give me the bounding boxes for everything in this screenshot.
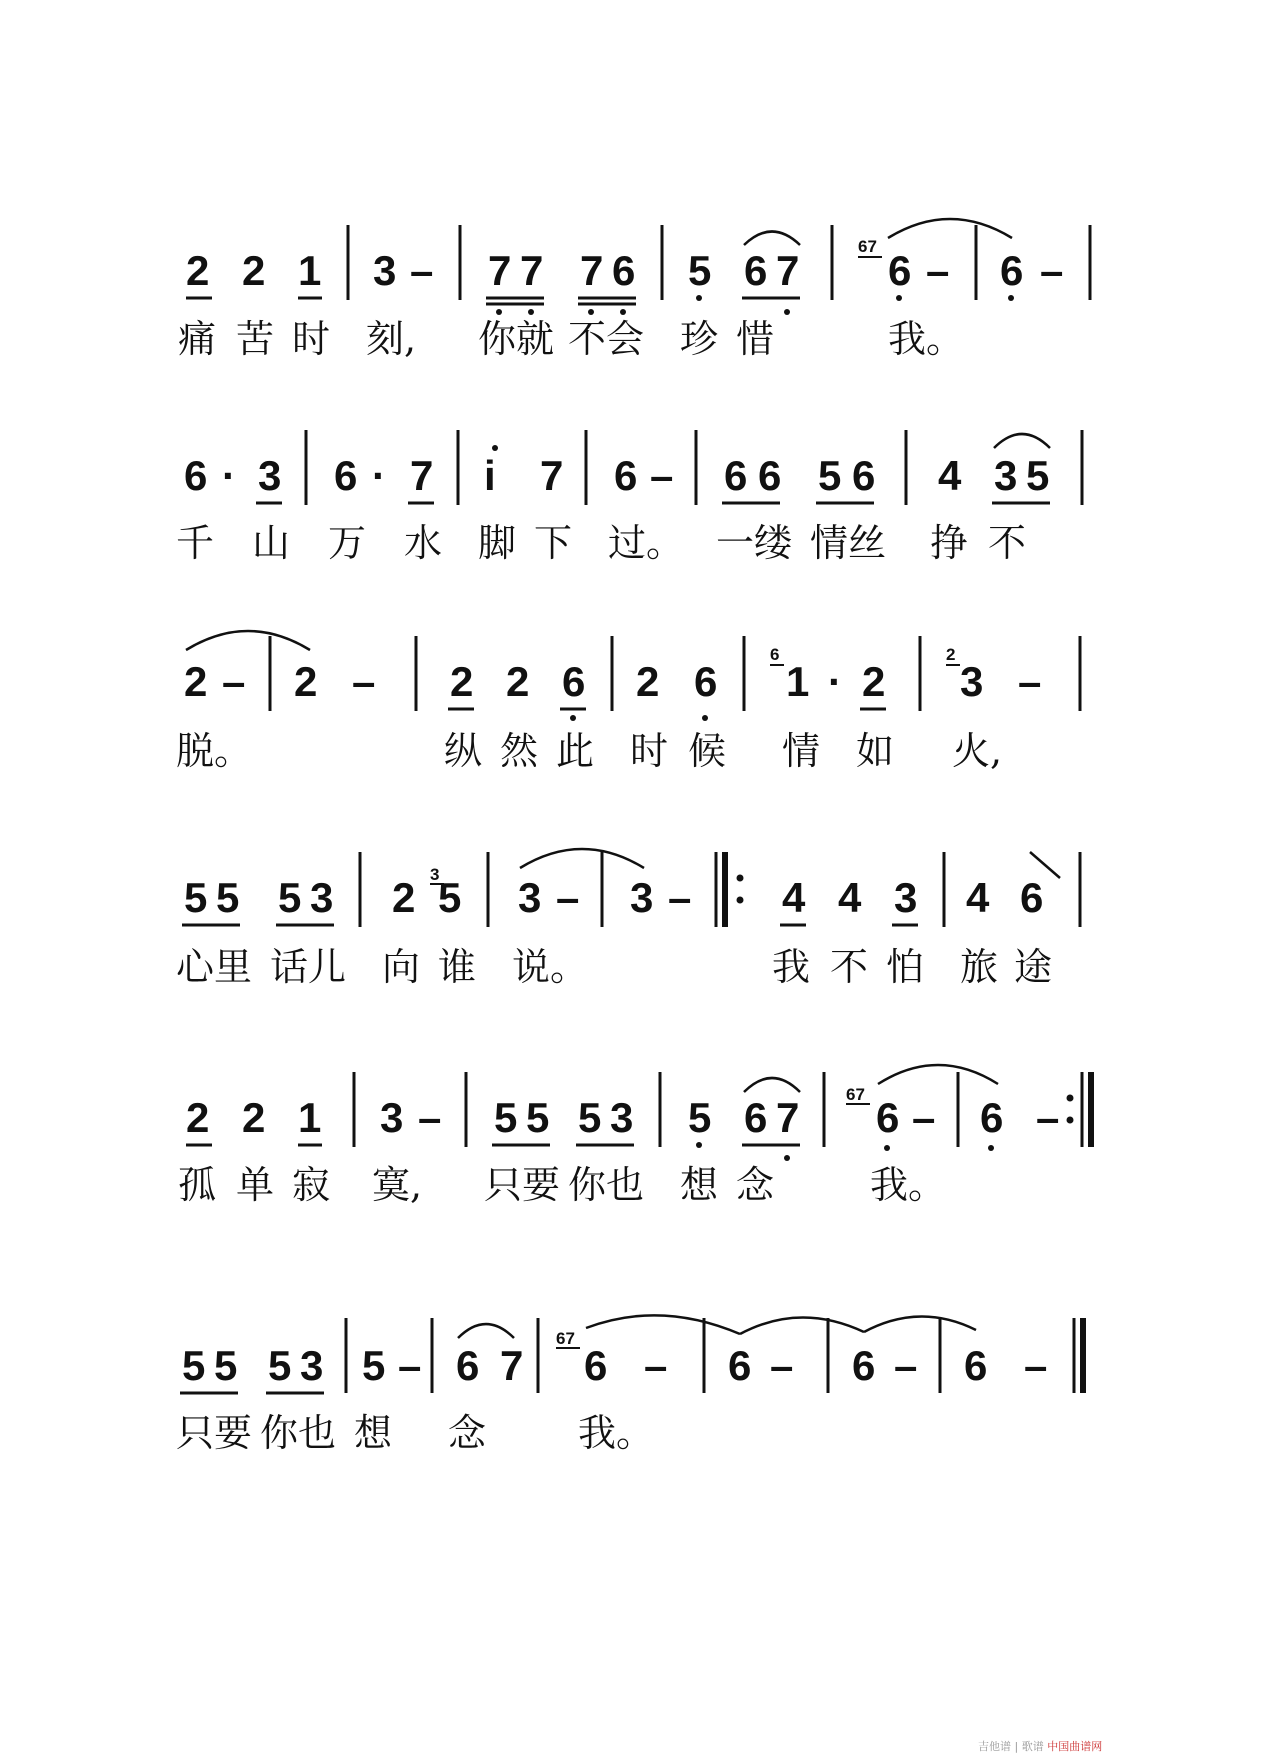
lyric: 不会: [568, 317, 645, 361]
grace-notes: 67: [858, 237, 877, 256]
note: 6: [744, 1094, 768, 1141]
note: 2: [184, 658, 208, 705]
note: 5: [494, 1094, 518, 1141]
note: 5: [362, 1342, 386, 1389]
lyric: 然: [500, 729, 539, 773]
note: 3: [610, 1094, 634, 1141]
footer-left: 吉他谱 | 歌谱: [978, 1740, 1044, 1753]
lyric: 怕: [886, 945, 925, 989]
lyric: 火,: [952, 729, 1003, 773]
lyric: 想: [680, 1163, 719, 1207]
note: 5: [278, 874, 302, 921]
note: 3: [300, 1342, 324, 1389]
note: 6: [184, 452, 208, 499]
lyric: 念: [736, 1163, 775, 1207]
note: 6: [456, 1342, 480, 1389]
system-3: [176, 631, 1080, 773]
dash: –: [650, 452, 674, 499]
dash: –: [1024, 1342, 1048, 1389]
note: 6: [562, 658, 586, 705]
note: 2: [186, 247, 210, 294]
note: 6: [744, 247, 768, 294]
lyric: 挣: [930, 521, 969, 565]
lyric: 时: [292, 317, 331, 361]
note: 4: [966, 874, 990, 921]
grace-notes: 67: [846, 1085, 865, 1104]
note: 5: [184, 874, 208, 921]
note: 5: [1026, 452, 1050, 499]
lyric: 你就: [478, 317, 555, 361]
note: 3: [960, 658, 984, 705]
note: 3: [310, 874, 334, 921]
dot: ·: [372, 452, 386, 499]
lyric: 此: [556, 729, 595, 773]
dash: –: [1036, 1094, 1060, 1141]
dot: ·: [828, 658, 842, 705]
note: 2: [242, 1094, 266, 1141]
lyric: 寂: [292, 1163, 331, 1207]
note: 6: [852, 452, 876, 499]
note: 2: [392, 874, 416, 921]
note: 7: [540, 452, 564, 499]
lyric: 万: [328, 521, 367, 565]
note: 6: [724, 452, 748, 499]
lyric: 如: [856, 729, 895, 773]
dash: –: [1018, 658, 1042, 705]
note: 6: [1000, 247, 1024, 294]
dash: –: [770, 1342, 794, 1389]
footer-watermark: [978, 1738, 1102, 1754]
note: 6: [614, 452, 638, 499]
note: 5: [688, 247, 712, 294]
note: 4: [938, 452, 962, 499]
note: 2: [506, 658, 530, 705]
dot: ·: [222, 452, 236, 499]
system-2: [176, 430, 1082, 565]
note: 6: [758, 452, 782, 499]
system-1: [178, 219, 1090, 361]
note: 2: [186, 1094, 210, 1141]
lyric: 单: [236, 1163, 275, 1207]
note: 3: [894, 874, 918, 921]
lyric: 我: [772, 945, 811, 989]
note: 1: [786, 658, 810, 705]
dash: –: [926, 247, 950, 294]
system-6: [176, 1315, 1083, 1455]
note: 2: [862, 658, 886, 705]
note: 3: [380, 1094, 404, 1141]
note: 7: [776, 1094, 800, 1141]
lyric: 我。: [578, 1411, 655, 1455]
note: 5: [818, 452, 842, 499]
note: 3: [258, 452, 282, 499]
lyric: 刻,: [366, 317, 417, 361]
note: 7: [580, 247, 604, 294]
dash: –: [668, 874, 692, 921]
lyric: 说。: [512, 945, 589, 989]
lyric: 你也: [568, 1163, 645, 1207]
lyric: 谁: [438, 945, 477, 989]
lyric: 不: [988, 521, 1027, 565]
lyric: 我。: [870, 1163, 947, 1207]
grace-note: 3: [430, 865, 440, 884]
footer-right: 中国曲谱网: [1047, 1740, 1103, 1753]
lyric: 情丝: [810, 521, 887, 565]
note: 3: [630, 874, 654, 921]
lyric: 只要: [484, 1163, 561, 1207]
lyric: 孤: [178, 1163, 217, 1207]
lyric: 心里: [176, 945, 253, 989]
grace-note: 2: [946, 645, 956, 664]
note: 6: [1020, 874, 1044, 921]
system-5: [178, 1065, 1091, 1207]
lyric: 珍: [680, 317, 719, 361]
dash: –: [352, 658, 376, 705]
dash: –: [894, 1342, 918, 1389]
note: 6: [612, 247, 636, 294]
lyric: 情: [782, 729, 821, 773]
dash: –: [222, 658, 246, 705]
note: 7: [410, 452, 434, 499]
lyric: 向: [382, 945, 421, 989]
lyric: 寞,: [372, 1163, 423, 1207]
lyric: 想: [354, 1411, 393, 1455]
note: 6: [694, 658, 718, 705]
lyric: 水: [404, 521, 443, 565]
lyric: 千: [176, 521, 215, 565]
lyric: 脚: [478, 521, 517, 565]
note: 4: [838, 874, 862, 921]
note: 5: [214, 1342, 238, 1389]
lyric: 念: [448, 1411, 487, 1455]
lyric: 痛: [178, 317, 217, 361]
lyric: 话儿: [270, 945, 347, 989]
note: 6: [980, 1094, 1004, 1141]
note: 6: [334, 452, 358, 499]
note: 5: [526, 1094, 550, 1141]
lyric: 你也: [260, 1411, 337, 1455]
note: 6: [584, 1342, 608, 1389]
note: 6: [964, 1342, 988, 1389]
note: 5: [216, 874, 240, 921]
dash: –: [644, 1342, 668, 1389]
lyric: 惜: [736, 317, 775, 361]
lyric: 途: [1014, 945, 1053, 989]
lyric: 不: [830, 945, 869, 989]
note: 3: [373, 247, 397, 294]
note: 1: [298, 247, 322, 294]
note: 5: [182, 1342, 206, 1389]
note: 5: [578, 1094, 602, 1141]
lyric: 旅: [960, 945, 999, 989]
note: 3: [994, 452, 1018, 499]
note: 6: [876, 1094, 900, 1141]
note: 7: [500, 1342, 524, 1389]
grace-note: 6: [770, 645, 780, 664]
note: 4: [782, 874, 806, 921]
lyric: 只要: [176, 1411, 253, 1455]
grace-notes: 67: [556, 1329, 575, 1348]
note: 2: [450, 658, 474, 705]
note: 5: [268, 1342, 292, 1389]
dash: –: [1040, 247, 1064, 294]
note: 6: [728, 1342, 752, 1389]
note: 2: [294, 658, 318, 705]
note: 6: [852, 1342, 876, 1389]
note: 7: [488, 247, 512, 294]
lyric: 过。: [608, 521, 685, 565]
dash: –: [410, 247, 434, 294]
note: 5: [688, 1094, 712, 1141]
note: 3: [518, 874, 542, 921]
lyric: 纵: [444, 729, 483, 773]
note: 5: [438, 874, 462, 921]
lyric: 山: [252, 521, 291, 565]
note: 7: [520, 247, 544, 294]
lyric: 脱。: [176, 729, 253, 773]
note: 7: [776, 247, 800, 294]
lyric: 苦: [236, 317, 275, 361]
lyric: 我。: [888, 317, 965, 361]
note: 2: [242, 247, 266, 294]
system-4: [176, 849, 1080, 989]
note: 1: [298, 1094, 322, 1141]
dash: –: [556, 874, 580, 921]
lyric: 候: [688, 729, 727, 773]
lyric: 一缕: [716, 521, 793, 565]
lyric: 时: [630, 729, 669, 773]
lyric: 下: [534, 521, 573, 565]
dash: –: [418, 1094, 442, 1141]
dash: –: [912, 1094, 936, 1141]
note: 6: [888, 247, 912, 294]
note: 2: [636, 658, 660, 705]
dash: –: [398, 1342, 422, 1389]
note: i: [484, 452, 496, 499]
